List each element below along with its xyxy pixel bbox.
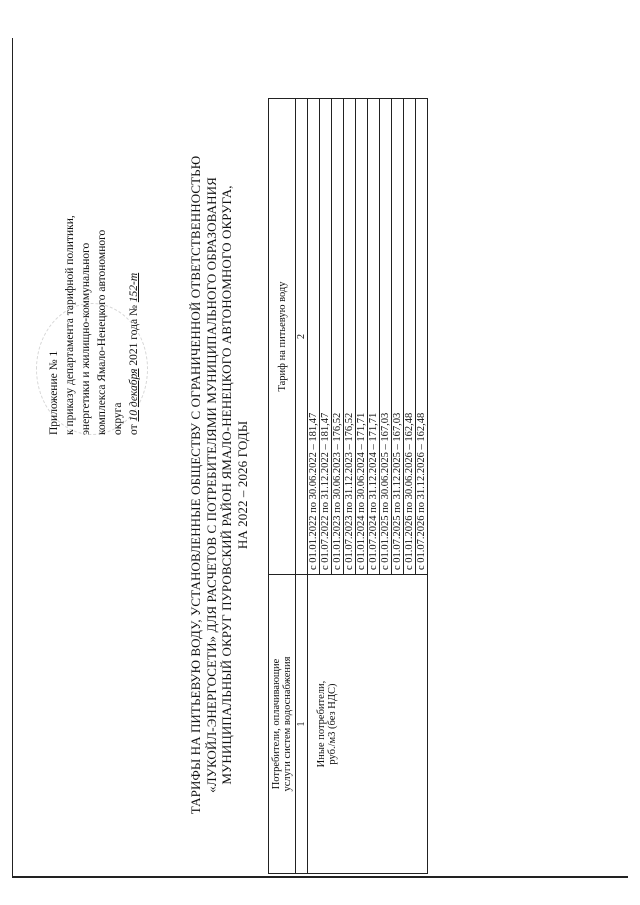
tariff-cell: с 01.01.2022 по 30.06.2022 – 181,47 [308,99,320,575]
title-line-2: «ЛУКОЙЛ-ЭНЕРГОСЕТИ» ДЛЯ РАСЧЕТОВ С ПОТРЕБИТЕЛЯМИ МУНИЦИПАЛЬНОГО ОБРАЗОВАНИЯ [203,177,219,793]
tariff-cell: с 01.01.2023 по 30.06.2023 – 176,52 [332,99,344,575]
tariff-cell: с 01.07.2023 по 31.12.2023 – 176,52 [344,99,356,575]
page-border-left [12,38,13,876]
annex-date-day: 10 [128,410,140,422]
tariff-cell: с 01.07.2022 по 31.12.2022 – 181,47 [320,99,332,575]
table-header-row [269,99,296,874]
tariff-cell: с 01.01.2025 по 30.06.2025 – 167,03 [380,99,392,575]
document-title [188,100,250,870]
tariff-cell: с 01.07.2026 по 31.12.2026 – 162,48 [416,99,428,575]
col-number-1: 1 [296,575,308,874]
title-line-3: МУНИЦИПАЛЬНЫЙ ОКРУГ ПУРОВСКИЙ РАЙОН ЯМАЛО-НЕНЕЦКОГО АВТОНОМНОГО ОКРУГА, [219,185,234,785]
title-line-1: ТАРИФЫ НА ПИТЬЕВУЮ ВОДУ, УСТАНОВЛЕННЫЕ ОБЩЕСТВУ С ОГРАНИЧЕННОЙ ОТВЕТСТВЕННОСТЬЮ [188,155,203,815]
header-consumers-line-1: Потребители, оплачивающие [271,658,282,790]
table-number-row [296,99,308,874]
header-consumers-line-2: услуги систем водоснабжения [282,656,293,792]
consumer-line-1: Иные потребители, [316,680,327,768]
annex-line-5: округа [112,402,124,435]
annex-line-4: комплекса Ямало-Ненецкого автономного [96,229,108,435]
annex-block [46,105,142,435]
tariff-table [268,98,428,874]
annex-date-year: 2021 года № [128,305,140,366]
annex-date-month: декабря [128,368,140,408]
table-row [308,99,320,874]
tariff-cell: с 01.07.2024 по 31.12.2024 – 171,71 [368,99,380,575]
consumer-cell [308,575,428,874]
annex-line-1: Приложение № 1 [48,350,60,435]
header-consumers [269,575,296,874]
rotated-document [40,90,510,880]
annex-date-line [126,105,142,435]
title-line-4: НА 2022 – 2026 ГОДЫ [234,420,250,550]
annex-date-prefix: от [128,424,140,435]
annex-line-3: энергетики и жилищно-коммунального [80,242,92,435]
tariff-cell: с 01.01.2024 по 30.06.2024 – 171,71 [356,99,368,575]
annex-order-number: 152-т [128,272,140,303]
tariff-cell: с 01.07.2025 по 31.12.2025 – 167,03 [392,99,404,575]
consumer-line-2: руб./м3 (без НДС) [327,683,338,765]
header-tariff: Тариф на питьевую воду [269,99,296,575]
annex-line-2: к приказу департамента тарифной политики, [64,215,76,435]
col-number-2: 2 [296,99,308,575]
tariff-cell: с 01.01.2026 по 30.06.2026 – 162,48 [404,99,416,575]
